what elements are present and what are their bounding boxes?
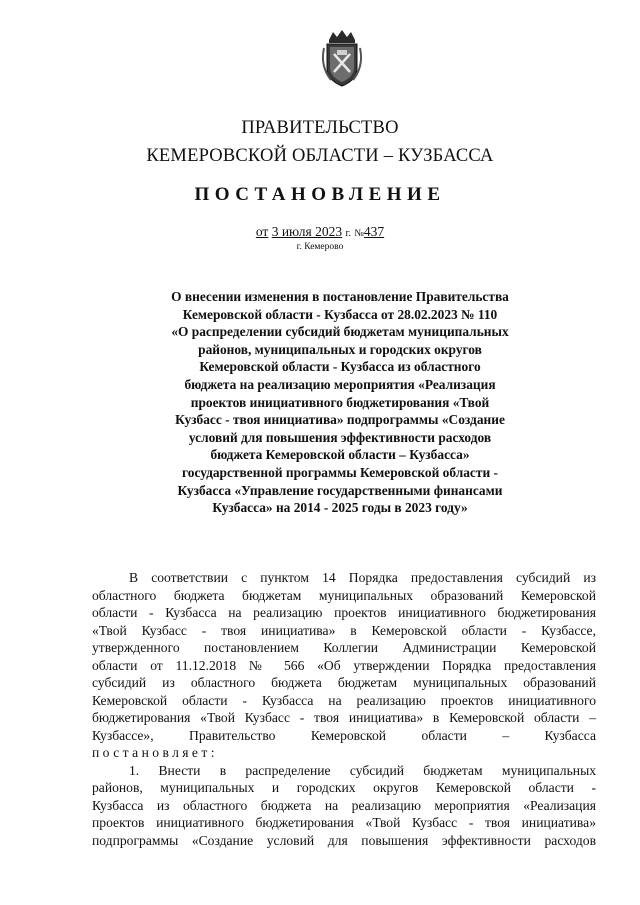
government-name-line1: ПРАВИТЕЛЬСТВО — [241, 118, 399, 138]
document-type-title: ПОСТАНОВЛЕНИЕ — [194, 184, 446, 205]
subject-line: Кузбасса «Управление государственными финансами — [177, 482, 503, 498]
body-line: бюджетирования «Твой Кузбасс - твоя инициатива» в Кемеровской области – — [92, 710, 596, 725]
year-suffix: г. — [345, 228, 351, 239]
subject-line: бюджета Кемеровской области – Кузбасса» — [210, 447, 470, 463]
subject-line: условий для повышения эффективности расходов — [188, 429, 492, 445]
document-subject — [130, 288, 550, 517]
subject-line: «О распределении субсидий бюджетам муниципальных — [171, 324, 509, 340]
body-line: проектов инициативного бюджетирования «Твой Кузбасс - твоя инициатива» — [92, 815, 596, 830]
document-date: 3 июля 2023 — [271, 224, 343, 239]
body-line: области от 11.12.2018 № 566 «Об утверждении Порядка предоставления — [92, 657, 596, 673]
date-number-line — [0, 224, 640, 240]
date-prefix: от — [255, 224, 269, 239]
document-number: 437 — [363, 224, 385, 239]
subject-line: Кузбасс - твоя инициатива» подпрограммы «Создание — [175, 412, 505, 428]
body-line: Кузбассе», Правительство Кемеровской области – Кузбасса — [92, 727, 596, 743]
body-line: В соответствии с пунктом 14 Порядка предоставления субсидий из — [129, 570, 596, 585]
subject-line: районов, муниципальных и городских округов — [198, 341, 482, 357]
coat-of-arms-icon — [319, 28, 365, 88]
document-body — [92, 569, 596, 849]
subject-line: Кемеровской области - Кузбасса от 28.02.2023 № 110 — [182, 306, 498, 322]
body-line: Кемеровской области - Кузбасса на реализацию проектов инициативного — [92, 692, 596, 708]
body-line: субсидий из областного бюджета бюджетам муниципальных образований — [92, 675, 596, 690]
government-name-line2: КЕМЕРОВСКОЙ ОБЛАСТИ – КУЗБАССА — [146, 146, 494, 166]
body-line: областного бюджета бюджетам муниципальных образований Кемеровской — [92, 587, 596, 603]
body-line: районов, муниципальных и городских округов Кемеровской области - — [92, 780, 596, 795]
body-line: Кузбасса из областного бюджета на реализацию мероприятия «Реализация — [92, 797, 596, 813]
body-line: подпрограммы «Создание условий для повышения эффективности расходов — [92, 832, 596, 848]
subject-line: проектов инициативного бюджетирования «Твой — [190, 394, 490, 410]
subject-line: государственной программы Кемеровской области - — [182, 464, 498, 480]
body-line: «Твой Кузбасс - твоя инициатива» в Кемеровской области - Кузбассе, — [92, 622, 596, 638]
subject-line: О внесении изменения в постановление Правительства — [171, 289, 509, 304]
subject-line: Кузбасса» на 2014 - 2025 годы в 2023 году» — [212, 500, 468, 516]
body-line: постановляет: — [92, 745, 218, 760]
subject-line: бюджета на реализацию мероприятия «Реализация — [184, 376, 496, 392]
city-name: г. Кемерово — [296, 242, 344, 252]
body-line: 1. Внести в распределение субсидий бюджетам муниципальных — [129, 762, 596, 778]
subject-line: Кемеровской области - Кузбасса из областного — [199, 359, 481, 375]
number-sign: № — [354, 228, 364, 239]
body-line: утвержденного постановлением Коллегии Администрации Кемеровской — [92, 640, 596, 655]
body-line: области - Кузбасса на реализацию проектов инициативного бюджетирования — [92, 605, 596, 620]
